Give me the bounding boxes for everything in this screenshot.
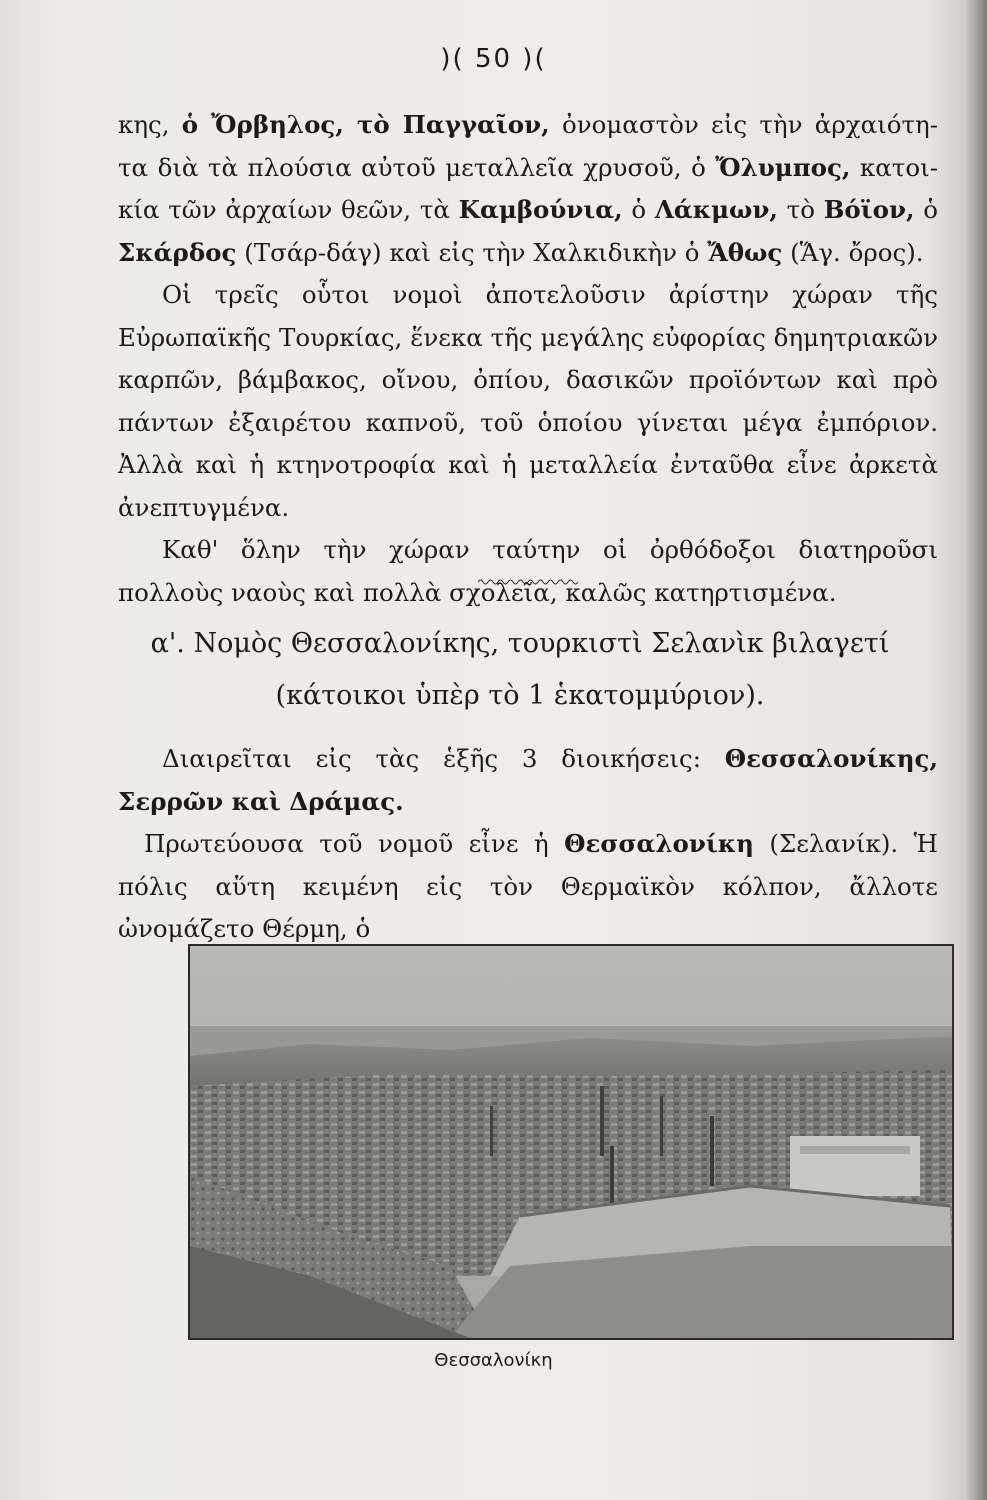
bold-district-thessaloniki: Θεσσαλονίκης,	[724, 744, 938, 773]
bold-district-serres-drama: Σερρῶν καὶ Δράμας.	[118, 786, 404, 816]
section-heading	[110, 618, 930, 722]
text-run: τα διὰ τὰ πλούσια αὐτοῦ μεταλλεῖα χρυσοῦ, ὁ	[118, 152, 716, 182]
city-panorama-illustration	[190, 946, 952, 1338]
text-run: Διαιρεῖται εἰς τὰς ἑξῆς 3 διοικήσεις:	[162, 744, 725, 773]
paragraph-districts	[118, 738, 938, 823]
paragraph-economy: Οἱ τρεῖς οὗτοι νομοὶ ἀποτελοῦσιν ἀρίστην χώραν τῆς Εὐρωπαϊκῆς Τουρκίας, ἕνεκα τῆς μεγάλης εὐφορίας δημητριακῶν καρπῶν, βάμβακος, οἴνου, ὀπίου, δασικῶν προϊόντων καὶ πρὸ πάντων ἐξαιρέτου καπνοῦ, τοῦ ὁποίου γίνεται μέγα ἐμπόριον. Ἀλλὰ καὶ ἡ κτηνοτροφία καὶ ἡ μεταλλεία ἐνταῦθα εἶνε ἀρκετὰ ἀνεπτυγμένα.	[118, 280, 938, 522]
text-run: (Τσάρ-δάγ) καὶ εἰς τὴν Χαλκιδικὴν ὁ	[236, 237, 708, 267]
city-panorama-photo	[188, 944, 954, 1340]
bold-names: ὁ Ὄρβηλος, τὸ Παγγαῖον,	[181, 110, 550, 139]
text-run: κης,	[118, 110, 182, 139]
bold-name-skardos: Σκάρδος	[118, 237, 237, 267]
text-run: ὁ	[622, 195, 655, 224]
page-number-header: )( 50 )(	[440, 44, 547, 74]
text-run: ὀνομαστὸν εἰς τὴν ἀρχαιότη-	[549, 110, 938, 139]
bold-capital-name: Θεσσαλονίκη	[564, 829, 754, 858]
text-run: κατοι-	[850, 152, 938, 182]
section-heading-population: (κάτοικοι ὑπὲρ τὸ 1 ἑκατομμύριον).	[275, 680, 765, 711]
bold-name-kamvounia: Καμβούνια,	[458, 195, 623, 224]
bold-name-voion: Βόϊον,	[823, 195, 915, 224]
paragraph-churches: Καθ' ὅλην τὴν χώραν ταύτην οἱ ὀρθόδοξοι διατηροῦσι πολλοὺς ναοὺς καὶ πολλὰ σχολεῖα, καλῶς κατηρτισμένα.	[118, 535, 938, 607]
text-run: τὸ	[777, 195, 824, 224]
bold-name-olympus: Ὄλυμπος,	[715, 152, 851, 182]
photo-caption: Θεσσαλονίκη	[434, 1350, 553, 1371]
text-run: (Σελανίκ). Ἡ πόλις αὕτη κειμένη εἰς τὸν Θερμαϊκὸν κόλπον, ἄλλοτε ὠνομάζετο Θέρμη, ὁ	[118, 829, 938, 943]
text-run: ὁ	[914, 195, 938, 224]
text-run: (Ἅγ. ὄρος).	[782, 237, 924, 267]
text-run: κία τῶν ἀρχαίων θεῶν, τὰ	[118, 195, 459, 224]
paragraph-districts-block	[118, 738, 938, 951]
bold-name-athos: Ἄθως	[707, 237, 783, 267]
paragraph-capital	[118, 823, 938, 951]
bold-name-lakmon: Λάκμων,	[654, 195, 778, 224]
text-run: Πρωτεύουσα τοῦ νομοῦ εἶνε ἡ	[144, 829, 565, 858]
section-heading-title: α'. Νομὸς Θεσσαλονίκης, τουρκιστὶ Σελανὶκ βιλαγετί	[150, 628, 890, 659]
ornamental-separator	[478, 578, 578, 586]
page-spine-shadow	[965, 0, 987, 1500]
paragraph-mountains	[118, 104, 938, 614]
